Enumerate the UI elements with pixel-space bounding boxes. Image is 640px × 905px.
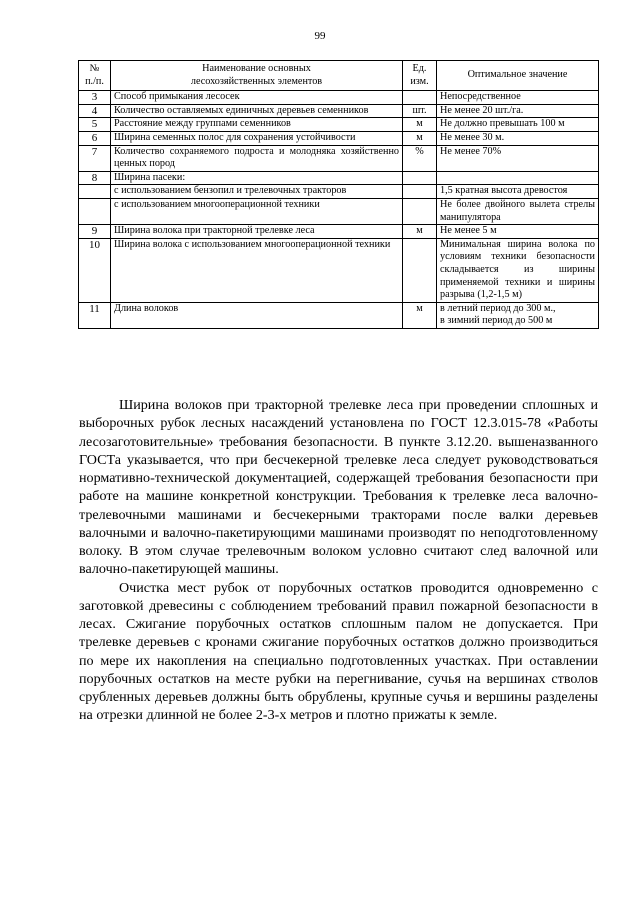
cell-unit: м — [403, 131, 437, 145]
cell-num: 7 — [79, 145, 111, 171]
table-row — [79, 118, 599, 132]
cell-num: 6 — [79, 131, 111, 145]
cell-unit — [403, 171, 437, 185]
cell-unit — [403, 91, 437, 105]
header-num: № п./п. — [79, 61, 111, 91]
cell-num: 8 — [79, 171, 111, 185]
cell-name: с использованием многооперационной техники — [111, 198, 403, 224]
cell-value: Не более двойного вылета стрелы манипулятора — [437, 198, 599, 224]
paragraph-slash-cleanup: Очистка мест рубок от порубочных остатков проводится одновременно с заготовкой древесины с соблюдением требований правил пожарной безопасности в лесах. Сжигание порубочных остатков сплошным палом не допускается. При трелевке деревьев с кронами сжигание порубочных остатков должно производиться по мере их накопления на специально подготовленных участках. При оставлении порубочных остатков на месте рубки на перегнивание, сучья на вершинах стволов срубленных деревьев должны быть обрублены, крупные сучья и вершины разделены на отрезки длинной не более 2-3-х метров и плотно прижаты к земле. — [79, 579, 598, 724]
cell-num: 11 — [79, 302, 111, 328]
header-unit: Ед. изм. — [403, 61, 437, 91]
cell-num: 9 — [79, 225, 111, 239]
cell-name: Количество оставляемых единичных деревьев семенников — [111, 104, 403, 118]
cell-unit: м — [403, 302, 437, 328]
header-name: Наименование основных лесохозяйственных элементов — [111, 61, 403, 91]
cell-value: Непосредственное — [437, 91, 599, 105]
forestry-parameters-table — [78, 60, 599, 329]
cell-name: Способ примыкания лесосек — [111, 91, 403, 105]
cell-name: Ширина пасеки: — [111, 171, 403, 185]
table-row — [79, 185, 599, 199]
cell-num: 4 — [79, 104, 111, 118]
table-row — [79, 171, 599, 185]
cell-name: Количество сохраняемого подроста и молодняка хозяйственно ценных пород — [111, 145, 403, 171]
cell-name: с использованием бензопил и трелевочных тракторов — [111, 185, 403, 199]
cell-value: Не менее 20 шт./га. — [437, 104, 599, 118]
cell-value: в летний период до 300 м., в зимний период до 500 м — [437, 302, 599, 328]
cell-unit — [403, 198, 437, 224]
cell-unit: м — [403, 118, 437, 132]
table-header-row — [79, 61, 599, 91]
table-row — [79, 198, 599, 224]
cell-value: 1,5 кратная высота древостоя — [437, 185, 599, 199]
cell-num: 5 — [79, 118, 111, 132]
cell-name: Ширина семенных полос для сохранения устойчивости — [111, 131, 403, 145]
cell-value: Минимальная ширина волока по условиям техники безопасности складывается из ширины применяемой техники и ширины разрыва (1,2-1,5 м) — [437, 238, 599, 302]
table-row — [79, 91, 599, 105]
cell-value: Не менее 70% — [437, 145, 599, 171]
cell-unit — [403, 185, 437, 199]
table-row — [79, 104, 599, 118]
page-number: 99 — [314, 30, 326, 42]
cell-value — [437, 171, 599, 185]
cell-unit — [403, 238, 437, 302]
cell-value: Не должно превышать 100 м — [437, 118, 599, 132]
table-row — [79, 131, 599, 145]
body-text — [79, 396, 598, 725]
cell-name: Ширина волока при тракторной трелевке леса — [111, 225, 403, 239]
cell-value: Не менее 30 м. — [437, 131, 599, 145]
cell-num — [79, 198, 111, 224]
cell-unit: % — [403, 145, 437, 171]
table-row — [79, 225, 599, 239]
table-row — [79, 302, 599, 328]
table-row — [79, 145, 599, 171]
cell-value: Не менее 5 м — [437, 225, 599, 239]
table-row — [79, 238, 599, 302]
header-value: Оптимальное значение — [437, 61, 599, 91]
cell-num: 10 — [79, 238, 111, 302]
cell-unit: м — [403, 225, 437, 239]
cell-name: Расстояние между группами семенников — [111, 118, 403, 132]
cell-name: Длина волоков — [111, 302, 403, 328]
paragraph-skidding-width: Ширина волоков при тракторной трелевке леса при проведении сплошных и выборочных рубок лесных насаждений установлена по ГОСТ 12.3.015-78 «Работы лесозаготовительные» требования безопасности. В пункте 3.12.20. вышеназванного ГОСТа указывается, что при бесчекерной трелевке леса следует руководствоваться нормативно-технической документацией, содержащей требования безопасности при работе на машине конкретной конструкции. Требования к трелевке леса валочно-трелевочными машинами и бесчекерными тракторами после валки деревьев валочными и валочно-пакетирующими машинами производят по неподготовленному волоку. В этом случае трелевочным волоком условно считают след валочной или валочно-пакетирующей машины. — [79, 397, 598, 578]
cell-unit: шт. — [403, 104, 437, 118]
cell-name: Ширина волока с использованием многооперационной техники — [111, 238, 403, 302]
cell-num: 3 — [79, 91, 111, 105]
cell-num — [79, 185, 111, 199]
